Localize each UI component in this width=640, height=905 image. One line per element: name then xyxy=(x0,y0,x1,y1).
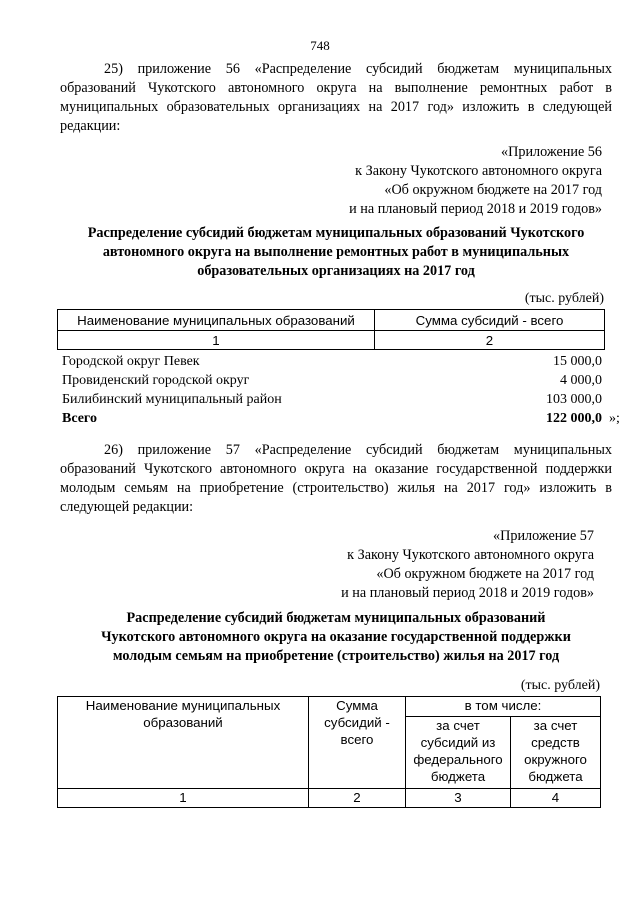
row-value: 103 000,0 xyxy=(546,392,602,407)
table-56-units: (тыс. рублей) xyxy=(524,291,604,306)
header-text: субсидий - xyxy=(324,715,390,730)
table-row xyxy=(62,352,602,371)
header-text: всего xyxy=(340,732,374,747)
total-label: Всего xyxy=(62,411,97,426)
header-text: Сумма xyxy=(336,698,378,713)
title-line: Распределение субсидий бюджетам муниципальных образований Чукотского xyxy=(87,225,585,241)
annex-57-line: «Об окружном бюджете на 2017 год xyxy=(376,566,594,582)
header-text: окружного xyxy=(524,752,587,767)
header-text: бюджета xyxy=(528,769,583,784)
column-number: 2 xyxy=(309,789,406,808)
column-header-federal xyxy=(406,717,511,789)
table-row xyxy=(62,371,602,390)
row-value: 15 000,0 xyxy=(553,354,602,369)
annex-56-line: «Об окружном бюджете на 2017 год xyxy=(384,182,602,198)
title-line: молодым семьям на приобретение (строительство) жилья на 2017 год xyxy=(112,648,560,664)
header-text: Наименование муниципальных xyxy=(85,698,281,713)
row-name: Билибинский муниципальный район xyxy=(62,392,282,407)
closing-quote: »; xyxy=(609,411,620,426)
annex-56-header xyxy=(282,143,602,219)
header-text: федерального xyxy=(413,752,503,767)
table-56-title xyxy=(60,224,612,281)
row-name: Городской округ Певек xyxy=(62,354,200,369)
header-text: образований xyxy=(143,715,223,730)
annex-56-line: к Закону Чукотского автономного округа xyxy=(355,163,602,179)
column-header-sum xyxy=(309,697,406,789)
title-line: Чукотского автономного округа на оказание государственной поддержки xyxy=(101,629,571,645)
column-header-district xyxy=(511,717,601,789)
column-header-sum: Сумма субсидий - всего xyxy=(375,310,605,331)
total-value: 122 000,0 xyxy=(546,411,602,426)
header-text: средств xyxy=(531,735,580,750)
column-header-name xyxy=(58,697,309,789)
table-56-body xyxy=(62,352,602,428)
title-line: Распределение субсидий бюджетам муниципальных образований xyxy=(126,610,546,626)
annex-57-line: и на плановый период 2018 и 2019 годов» xyxy=(341,585,594,601)
annex-56-line: «Приложение 56 xyxy=(501,144,602,160)
table-57-title xyxy=(60,609,612,666)
row-name: Провиденский городской округ xyxy=(62,373,250,388)
column-number: 4 xyxy=(511,789,601,808)
header-text: бюджета xyxy=(430,769,486,784)
row-value: 4 000,0 xyxy=(560,373,602,388)
column-number: 1 xyxy=(58,789,309,808)
annex-57-line: «Приложение 57 xyxy=(493,528,594,544)
page-number: 748 xyxy=(310,38,330,53)
item-26-paragraph: 26) приложение 57 «Распределение субсидий бюджетам муниципальных образований Чукотского автономного округа на оказание государственной поддержки молодым семьям на приобретение (строительство) жилья на 2017 год» изложить в следующей редакции: xyxy=(60,442,612,515)
table-row xyxy=(62,390,602,409)
header-text: за счет xyxy=(436,718,480,733)
table-56-header xyxy=(57,309,605,350)
annex-56-line: и на плановый период 2018 и 2019 годов» xyxy=(349,201,602,217)
header-text: субсидий из xyxy=(420,735,496,750)
table-57-header xyxy=(57,696,601,808)
table-total-row xyxy=(62,409,602,428)
annex-57-header xyxy=(274,527,594,603)
column-number: 2 xyxy=(375,331,605,350)
column-number: 1 xyxy=(58,331,375,350)
table-57-units: (тыс. рублей) xyxy=(520,678,600,693)
title-line: автономного округа на выполнение ремонтных работ в муниципальных xyxy=(102,244,570,260)
header-text: за счет xyxy=(533,718,578,733)
item-25-paragraph: 25) приложение 56 «Распределение субсидий бюджетам муниципальных образований Чукотского автономного округа на выполнение ремонтных работ в муниципальных образовательных организациях на 2017 год» изложить в следующей редакции: xyxy=(60,61,612,134)
title-line: образовательных организациях на 2017 год xyxy=(197,263,475,279)
column-header-including: в том числе: xyxy=(406,697,601,717)
annex-57-line: к Закону Чукотского автономного округа xyxy=(347,547,594,563)
column-header-name: Наименование муниципальных образований xyxy=(58,310,375,331)
column-number: 3 xyxy=(406,789,511,808)
